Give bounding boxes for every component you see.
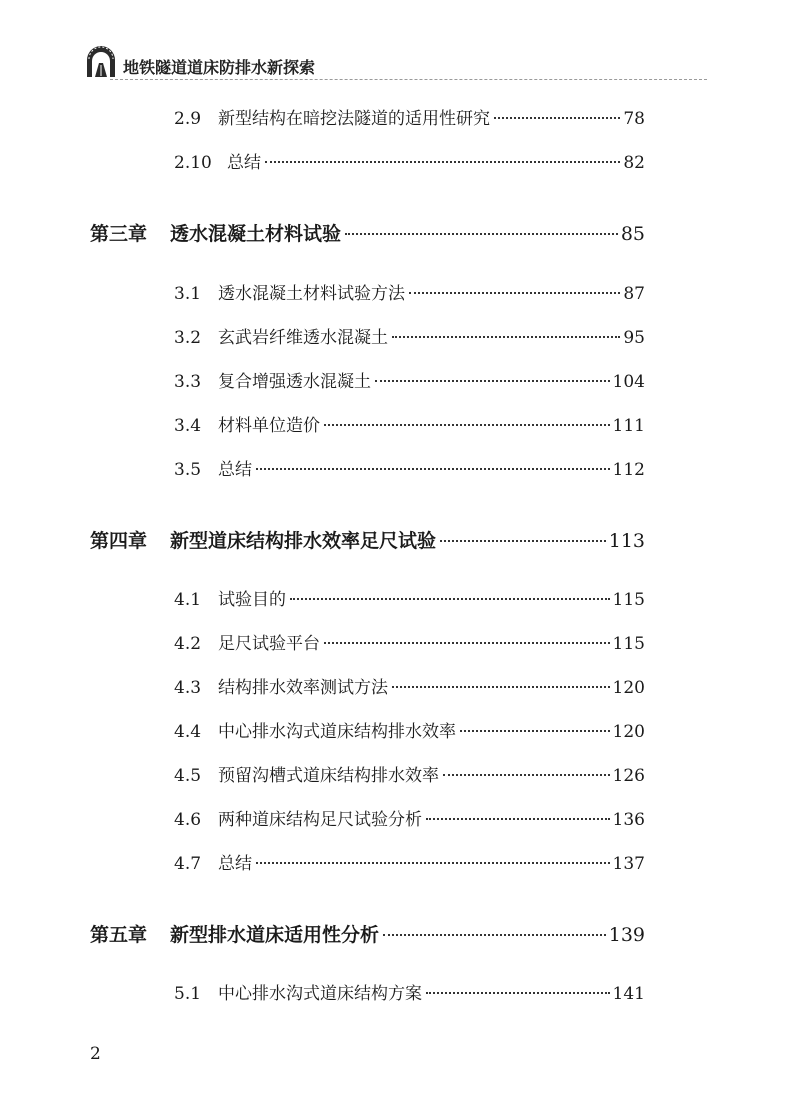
section-number: 2.10 xyxy=(174,153,212,173)
dot-leader xyxy=(375,380,610,382)
toc-page-number: 113 xyxy=(608,530,645,552)
toc-section-row xyxy=(174,585,645,610)
chapter-title: 透水混凝土材料试验 xyxy=(170,223,342,245)
toc-page-number: 115 xyxy=(612,634,645,654)
section-number: 3.1 xyxy=(174,284,202,304)
toc-page-number: 126 xyxy=(612,766,645,786)
toc-page-number: 120 xyxy=(612,722,645,742)
toc-section-row xyxy=(174,323,645,348)
toc-page-number: 137 xyxy=(612,854,645,874)
section-title: 材料单位造价 xyxy=(218,416,320,436)
dot-leader xyxy=(345,233,618,235)
chapter-title: 新型道床结构排水效率足尺试验 xyxy=(170,530,437,552)
toc-section-row xyxy=(174,148,645,173)
section-number: 3.2 xyxy=(174,328,202,348)
toc-page-number: 115 xyxy=(612,590,645,610)
dot-leader xyxy=(392,686,610,688)
toc-section-row xyxy=(174,279,645,304)
toc-section-row xyxy=(174,761,645,786)
section-title: 复合增强透水混凝土 xyxy=(218,372,371,392)
dot-leader xyxy=(256,468,610,470)
chapter-title: 新型排水道床适用性分析 xyxy=(170,924,380,946)
dot-leader xyxy=(443,774,610,776)
toc-section-row xyxy=(174,979,645,1004)
section-title: 总结 xyxy=(218,460,252,480)
section-number: 2.9 xyxy=(174,109,202,129)
toc-page-number: 85 xyxy=(620,223,645,245)
chapter-number: 第三章 xyxy=(90,223,148,245)
section-title: 总结 xyxy=(227,153,261,173)
section-title: 两种道床结构足尺试验分析 xyxy=(218,810,422,830)
section-number: 4.1 xyxy=(174,590,202,610)
section-number: 5.1 xyxy=(174,984,202,1004)
section-title: 玄武岩纤维透水混凝土 xyxy=(218,328,388,348)
section-number: 3.4 xyxy=(174,416,202,436)
header-title: 地铁隧道道床防排水新探索 xyxy=(123,58,316,77)
dot-leader xyxy=(256,862,610,864)
toc-section-row xyxy=(174,411,645,436)
toc-page-number: 139 xyxy=(608,924,645,946)
dot-leader xyxy=(494,117,620,119)
dot-leader xyxy=(383,934,606,936)
section-title: 新型结构在暗挖法隧道的适用性研究 xyxy=(218,109,490,129)
section-title: 中心排水沟式道床结构方案 xyxy=(218,984,422,1004)
dot-leader xyxy=(426,818,610,820)
header-rule xyxy=(110,79,707,80)
toc-section-row xyxy=(174,673,645,698)
toc-page-number: 95 xyxy=(623,328,645,348)
toc-page-number: 78 xyxy=(623,109,645,129)
toc-page-number: 104 xyxy=(612,372,645,392)
running-header xyxy=(85,44,707,84)
section-title: 中心排水沟式道床结构排水效率 xyxy=(218,722,456,742)
section-title: 透水混凝土材料试验方法 xyxy=(218,284,405,304)
toc-section-row xyxy=(174,805,645,830)
dot-leader xyxy=(392,336,620,338)
toc-chapter-row xyxy=(90,920,645,947)
toc-page-number: 82 xyxy=(623,153,645,173)
dot-leader xyxy=(324,642,610,644)
section-number: 3.3 xyxy=(174,372,202,392)
toc-section-row xyxy=(174,104,645,129)
toc-chapter-row xyxy=(90,526,645,553)
section-number: 4.7 xyxy=(174,854,202,874)
dot-leader xyxy=(426,992,610,994)
toc-page-number: 136 xyxy=(612,810,645,830)
toc-page-number: 112 xyxy=(612,460,645,480)
toc-chapter-row xyxy=(90,219,645,246)
section-title: 试验目的 xyxy=(218,590,286,610)
section-title: 足尺试验平台 xyxy=(218,634,320,654)
toc-page-number: 141 xyxy=(612,984,645,1004)
section-number: 4.4 xyxy=(174,722,202,742)
dot-leader xyxy=(265,161,620,163)
section-title: 总结 xyxy=(218,854,252,874)
toc-page-number: 120 xyxy=(612,678,645,698)
toc-page-number: 111 xyxy=(612,416,645,436)
dot-leader xyxy=(460,730,610,732)
chapter-number: 第五章 xyxy=(90,924,148,946)
toc-section-row xyxy=(174,629,645,654)
section-number: 4.3 xyxy=(174,678,202,698)
section-number: 3.5 xyxy=(174,460,202,480)
tunnel-icon xyxy=(85,44,117,78)
page-number: 2 xyxy=(90,1044,101,1064)
toc-section-row xyxy=(174,455,645,480)
toc-section-row xyxy=(174,717,645,742)
dot-leader xyxy=(290,598,610,600)
toc-section-row xyxy=(174,849,645,874)
dot-leader xyxy=(324,424,610,426)
dot-leader xyxy=(409,292,620,294)
section-number: 4.2 xyxy=(174,634,202,654)
dot-leader xyxy=(440,540,606,542)
toc-section-row xyxy=(174,367,645,392)
section-title: 结构排水效率测试方法 xyxy=(218,678,388,698)
toc-page-number: 87 xyxy=(623,284,645,304)
section-title: 预留沟槽式道床结构排水效率 xyxy=(218,766,439,786)
section-number: 4.6 xyxy=(174,810,202,830)
section-number: 4.5 xyxy=(174,766,202,786)
chapter-number: 第四章 xyxy=(90,530,148,552)
